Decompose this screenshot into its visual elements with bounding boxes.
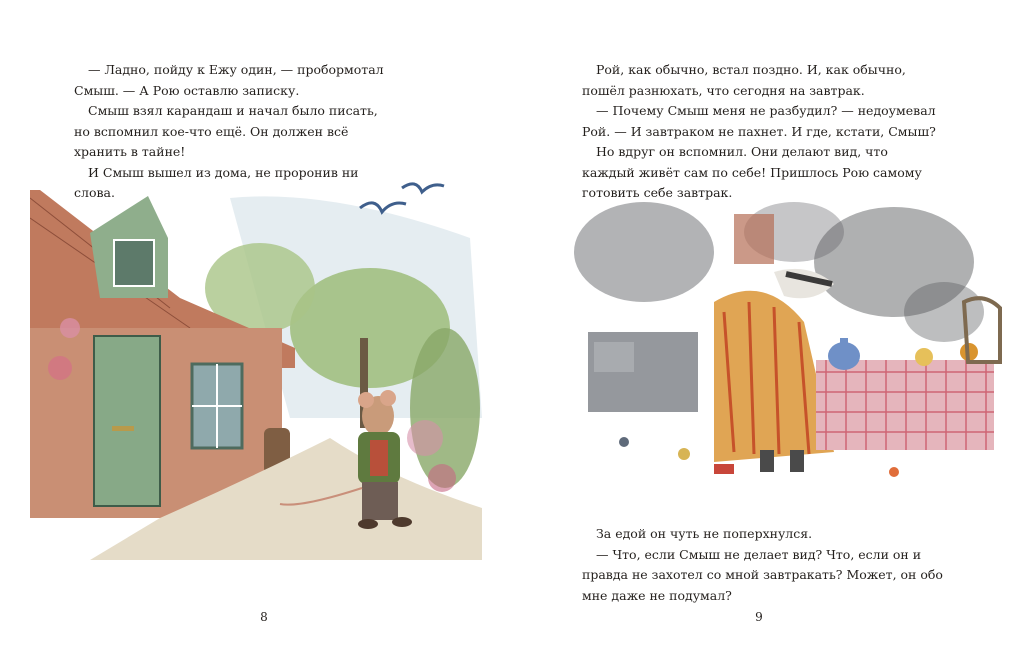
right-page [512,0,1024,664]
cottage-illustration [30,178,482,560]
right-page-text-top [582,60,942,204]
page-number: 9 [755,610,763,624]
paragraph: И Смыш вышел из дома, не проронив ни слова. [74,164,359,200]
paragraph: Рой, как обычно, встал поздно. И, как обычно, пошёл разнюхать, что сегодня на завтрак. [582,62,906,98]
paragraph: — Почему Смыш меня не разбудил? — недоумевал Рой. — И завтраком не пахнет. И где, кстати, Смыш? [582,103,936,139]
paragraph: Смыш взял карандаш и начал было писать, но вспомнил кое-что ещё. Он должен всё хранить в тайне! [74,103,378,159]
bird-icon [402,184,444,192]
paragraph: За едой он чуть не поперхнулся. [596,526,813,541]
paragraph: Но вдруг он вспомнил. Они делают вид, что каждый живёт сам по себе! Пришлось Рою самому готовить себе завтрак. [582,144,922,200]
paragraph: — Что, если Смыш не делает вид? Что, если он и правда не захотел со мной завтракать? Может, он обо мне даже не подумал? [582,546,943,603]
right-page-text-bottom [582,524,944,606]
paragraph: — Ладно, пойду к Ежу один, — пробормотал Смыш. — А Рою оставлю записку. [74,62,384,98]
page-number: 8 [260,610,268,624]
kitchen-illustration [564,192,1010,508]
